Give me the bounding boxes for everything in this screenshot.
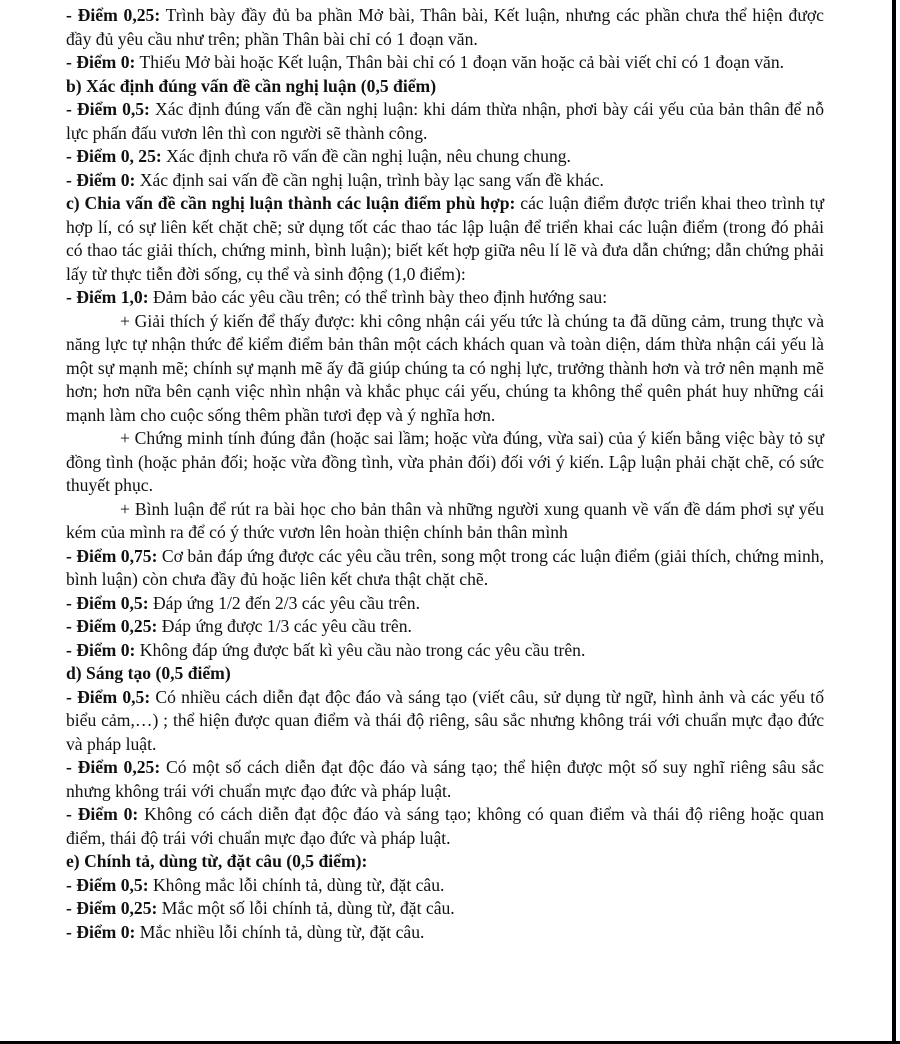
criterion-label: - Điểm 0: [66, 52, 136, 72]
rubric-paragraph [66, 662, 824, 686]
criterion-label: - Điểm 0,5: [66, 686, 151, 707]
criterion-text: Đảm bảo các yêu cầu trên; có thể trình bày theo định hướng sau: [148, 287, 608, 307]
rubric-paragraph [66, 803, 824, 850]
rubric-paragraph [66, 98, 824, 145]
criterion-text: Đáp ứng được 1/3 các yêu cầu trên. [157, 616, 412, 636]
rubric-paragraph [66, 75, 824, 99]
criterion-text: Trình bày đầy đủ ba phần Mở bài, Thân bài, Kết luận, nhưng các phần chưa thể hiện được đầy đủ yêu cầu như trên; phần Thân bài chỉ có 1 đoạn văn. [66, 5, 824, 49]
criterion-label: - Điểm 0,75: [66, 545, 158, 566]
criterion-text: Không mắc lỗi chính tả, dùng từ, đặt câu. [148, 874, 445, 895]
rubric-paragraph [66, 686, 824, 757]
criterion-label: c) Chia vấn đề cần nghị luận thành các luận điểm phù hợp: [66, 193, 516, 213]
rubric-paragraph [66, 874, 824, 898]
criterion-label: - Điểm 1,0: [66, 287, 149, 307]
rubric-paragraph [66, 850, 824, 874]
grading-rubric-text [66, 4, 824, 944]
page-edge-right [892, 0, 896, 1044]
criterion-label: - Điểm 0,5: [66, 592, 149, 613]
criterion-label: - Điểm 0,25: [66, 757, 161, 777]
rubric-paragraph [66, 615, 824, 639]
rubric-paragraph [66, 310, 824, 428]
criterion-text: Xác định chưa rõ vấn đề cần nghị luận, nêu chung chung. [161, 146, 571, 166]
criterion-text: Xác định đúng vấn đề cần nghị luận: khi dám thừa nhận, phơi bày cái yếu của bản thân để nỗ lực phấn đấu vươn lên thì con người sẽ thành công. [66, 99, 824, 143]
criterion-text: Mắc nhiều lỗi chính tả, dùng từ, đặt câu. [135, 921, 425, 942]
criterion-label: - Điểm 0,5: [66, 874, 149, 895]
criterion-label: - Điểm 0,25: [66, 616, 158, 636]
rubric-paragraph [66, 756, 824, 803]
criterion-label: - Điểm 0: [66, 639, 136, 660]
criterion-text: Thiếu Mở bài hoặc Kết luận, Thân bài chỉ có 1 đoạn văn hoặc cả bài viết chỉ có 1 đoạn văn. [135, 52, 785, 72]
criterion-label: - Điểm 0: [66, 169, 136, 190]
criterion-text: + Bình luận để rút ra bài học cho bản thân và những người xung quanh về vấn đề dám phơi sự yếu kém của mình ra để có ý thức vươn lên hoàn thiện chính bản thân mình [66, 498, 824, 542]
rubric-paragraph [66, 897, 824, 921]
rubric-paragraph [66, 192, 824, 286]
rubric-paragraph [66, 921, 824, 945]
criterion-text: Có nhiều cách diễn đạt độc đáo và sáng tạo (viết câu, sử dụng từ ngữ, hình ảnh và các yếu tố biểu cảm,…) ; thể hiện được quan điểm và thái độ riêng, sâu sắc nhưng không trái với chuẩn mực đạo đức và pháp luật. [66, 686, 824, 754]
rubric-paragraph [66, 427, 824, 498]
rubric-paragraph [66, 545, 824, 592]
rubric-paragraph [66, 498, 824, 545]
criterion-label: - Điểm 0: [66, 804, 139, 824]
criterion-label: - Điểm 0, 25: [66, 146, 162, 166]
rubric-paragraph [66, 145, 824, 169]
criterion-text: + Chứng minh tính đúng đắn (hoặc sai lầm; hoặc vừa đúng, vừa sai) của ý kiến bằng việc bày tỏ sự đồng tình (hoặc phản đối; hoặc vừa đồng tình, vừa phản đối) đối với ý kiến. Lập luận phải chặt chẽ, có sức thuyết phục. [66, 428, 824, 495]
criterion-text: Cơ bản đáp ứng được các yêu cầu trên, song một trong các luận điểm (giải thích, chứng minh, bình luận) còn chưa đầy đủ hoặc liên kết chưa thật chặt chẽ. [66, 545, 824, 589]
rubric-paragraph [66, 4, 824, 51]
rubric-paragraph [66, 51, 824, 75]
criterion-label: b) Xác định đúng vấn đề cần nghị luận (0,5 điểm) [66, 75, 437, 96]
rubric-paragraph [66, 592, 824, 616]
criterion-text: Không đáp ứng được bất kì yêu cầu nào trong các yêu cầu trên. [135, 639, 586, 660]
criterion-label: e) Chính tả, dùng từ, đặt câu (0,5 điểm): [66, 851, 368, 871]
criterion-text: Mắc một số lỗi chính tả, dùng từ, đặt câu. [157, 898, 455, 918]
criterion-text: Không có cách diễn đạt độc đáo và sáng tạo; không có quan điểm và thái độ riêng hoặc quan điểm, thái độ trái với chuẩn mực đạo đức và pháp luật. [66, 804, 824, 848]
criterion-text: Đáp ứng 1/2 đến 2/3 các yêu cầu trên. [148, 592, 420, 613]
rubric-paragraph [66, 286, 824, 310]
criterion-text: Xác định sai vấn đề cần nghị luận, trình bày lạc sang vấn đề khác. [135, 169, 604, 190]
criterion-label: - Điểm 0,25: [66, 898, 158, 918]
criterion-label: - Điểm 0,5: [66, 99, 150, 119]
rubric-paragraph [66, 639, 824, 663]
criterion-text: các luận điểm được triển khai theo trình tự hợp lí, có sự liên kết chặt chẽ; sử dụng tốt các thao tác lập luận để triển khai các luận điểm (trong đó phải có thao tác giải thích, chứng minh, bình luận); biết kết hợp giữa nêu lí lẽ và đưa dẫn chứng; dẫn chứng phải lấy từ thực tiễn đời sống, cụ thể và sinh động (1,0 điểm): [66, 193, 825, 284]
criterion-label: - Điểm 0,25: [66, 5, 161, 25]
criterion-text: + Giải thích ý kiến để thấy được: khi công nhận cái yếu tức là chúng ta đã dũng cảm, trung thực và năng lực tự nhận thức để kiểm điểm bản thân một cách khách quan và toàn diện, dám thừa nhận cái yếu là một sự mạnh mẽ; chính sự mạnh mẽ ấy đã giúp chúng ta có nghị lực, trưởng thành hơn và trở nên mạnh mẽ hơn; hơn nữa bên cạnh việc nhìn nhận và khắc phục cái yếu, chúng ta không thể quên phát huy những cái mạnh làm cho cuộc sống thêm phần tươi đẹp và ý nghĩa hơn. [66, 310, 824, 425]
rubric-paragraph [66, 169, 824, 193]
criterion-label: d) Sáng tạo (0,5 điểm) [66, 663, 231, 683]
criterion-text: Có một số cách diễn đạt độc đáo và sáng tạo; thể hiện được một số suy nghĩ riêng sâu sắc nhưng không trái với chuẩn mực đạo đức và pháp luật. [66, 757, 824, 801]
criterion-label: - Điểm 0: [66, 921, 136, 942]
